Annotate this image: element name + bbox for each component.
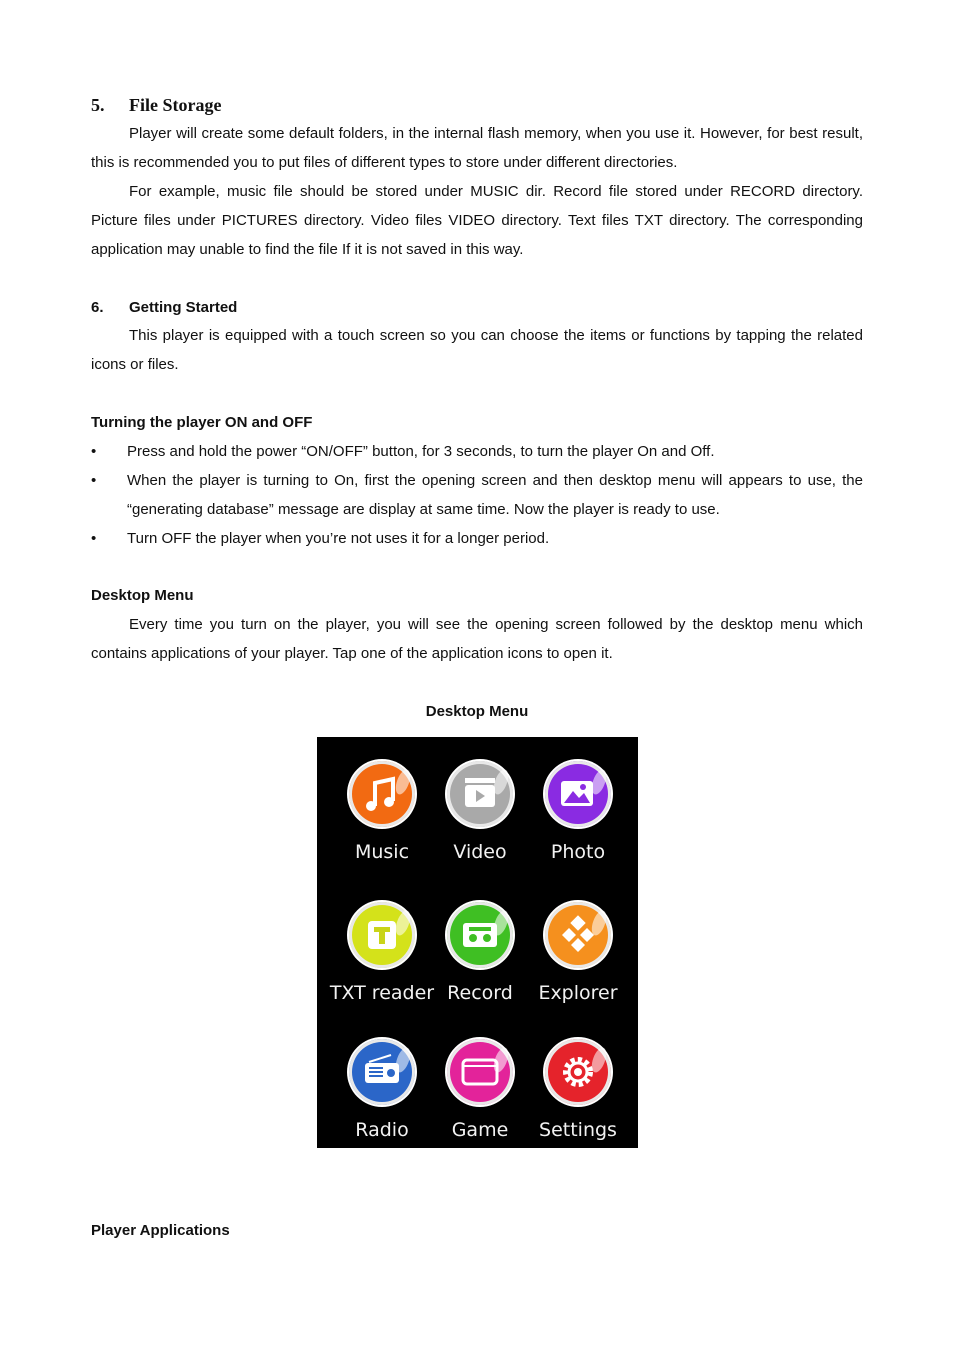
file-storage-paragraph-1: Player will create some default folders, in the internal flash memory, when you use it. However, for best result, this is recommended you to put files of different types to store under different directories. [91, 125, 863, 171]
app-explorer[interactable] [525, 902, 631, 1004]
app-label: Explorer [538, 982, 618, 1004]
app-radio[interactable] [329, 1039, 435, 1141]
game-screen-icon [447, 1039, 513, 1105]
cassette-icon [447, 902, 513, 968]
getting-started-paragraph: This player is equipped with a touch screen so you can choose the items or functions by tapping the related icons or files. [91, 327, 863, 373]
bullet-item: • Press and hold the power “ON/OFF” button, for 3 seconds, to turn the player On and Off. [91, 437, 863, 466]
diamond-tiles-icon [545, 902, 611, 968]
bullet-icon: • [91, 443, 97, 460]
bullet-icon: • [91, 472, 97, 489]
clapperboard-icon [447, 761, 513, 827]
app-music[interactable] [329, 761, 435, 863]
app-label: Photo [550, 841, 606, 863]
app-record[interactable] [427, 902, 533, 1004]
music-note-icon [349, 761, 415, 827]
app-txt-reader[interactable] [329, 902, 435, 1004]
text-t-icon [349, 902, 415, 968]
bullet-item: • When the player is turning to On, first the opening screen and then desktop menu will appears to use, the “generating database” message are display at same time. Now the player is ready to use. [91, 466, 863, 524]
app-label: Music [354, 841, 410, 863]
desktop-menu-paragraph: Every time you turn on the player, you will see the opening screen followed by the desktop menu which contains applications of your player. Tap one of the application icons to open it. [91, 616, 863, 662]
section-heading-file-storage: 5. File Storage [91, 95, 222, 115]
gear-icon [545, 1039, 611, 1105]
app-video[interactable] [427, 761, 533, 863]
app-label: Settings [539, 1119, 617, 1141]
subheading-turning-on-off: Turning the player ON and OFF [91, 414, 313, 431]
picture-icon [545, 761, 611, 827]
app-label: Record [447, 982, 513, 1004]
radio-icon [349, 1039, 415, 1105]
app-label: Video [453, 841, 507, 863]
subheading-desktop-menu: Desktop Menu [91, 587, 194, 604]
app-settings[interactable] [525, 1039, 631, 1141]
app-label: Game [451, 1119, 509, 1141]
subheading-player-applications: Player Applications [91, 1222, 230, 1239]
section-heading-getting-started: 6. Getting Started [91, 299, 238, 316]
file-storage-paragraph-2: For example, music file should be stored under MUSIC dir. Record file stored under RECORD directory. Picture files under PICTURES directory. Video files VIDEO directory. Text files TXT directory. The corresponding application may unable to find the file If it is not saved in this way. [91, 183, 863, 258]
app-label: Radio [355, 1119, 409, 1141]
figure-caption: Desktop Menu [425, 703, 529, 720]
app-photo[interactable] [525, 761, 631, 863]
app-game[interactable] [427, 1039, 533, 1141]
app-label: TXT reader [329, 982, 435, 1004]
bullet-item: • Turn OFF the player when you’re not uses it for a longer period. [91, 524, 863, 553]
desktop-menu-screenshot [317, 737, 638, 1148]
bullet-icon: • [91, 530, 97, 547]
